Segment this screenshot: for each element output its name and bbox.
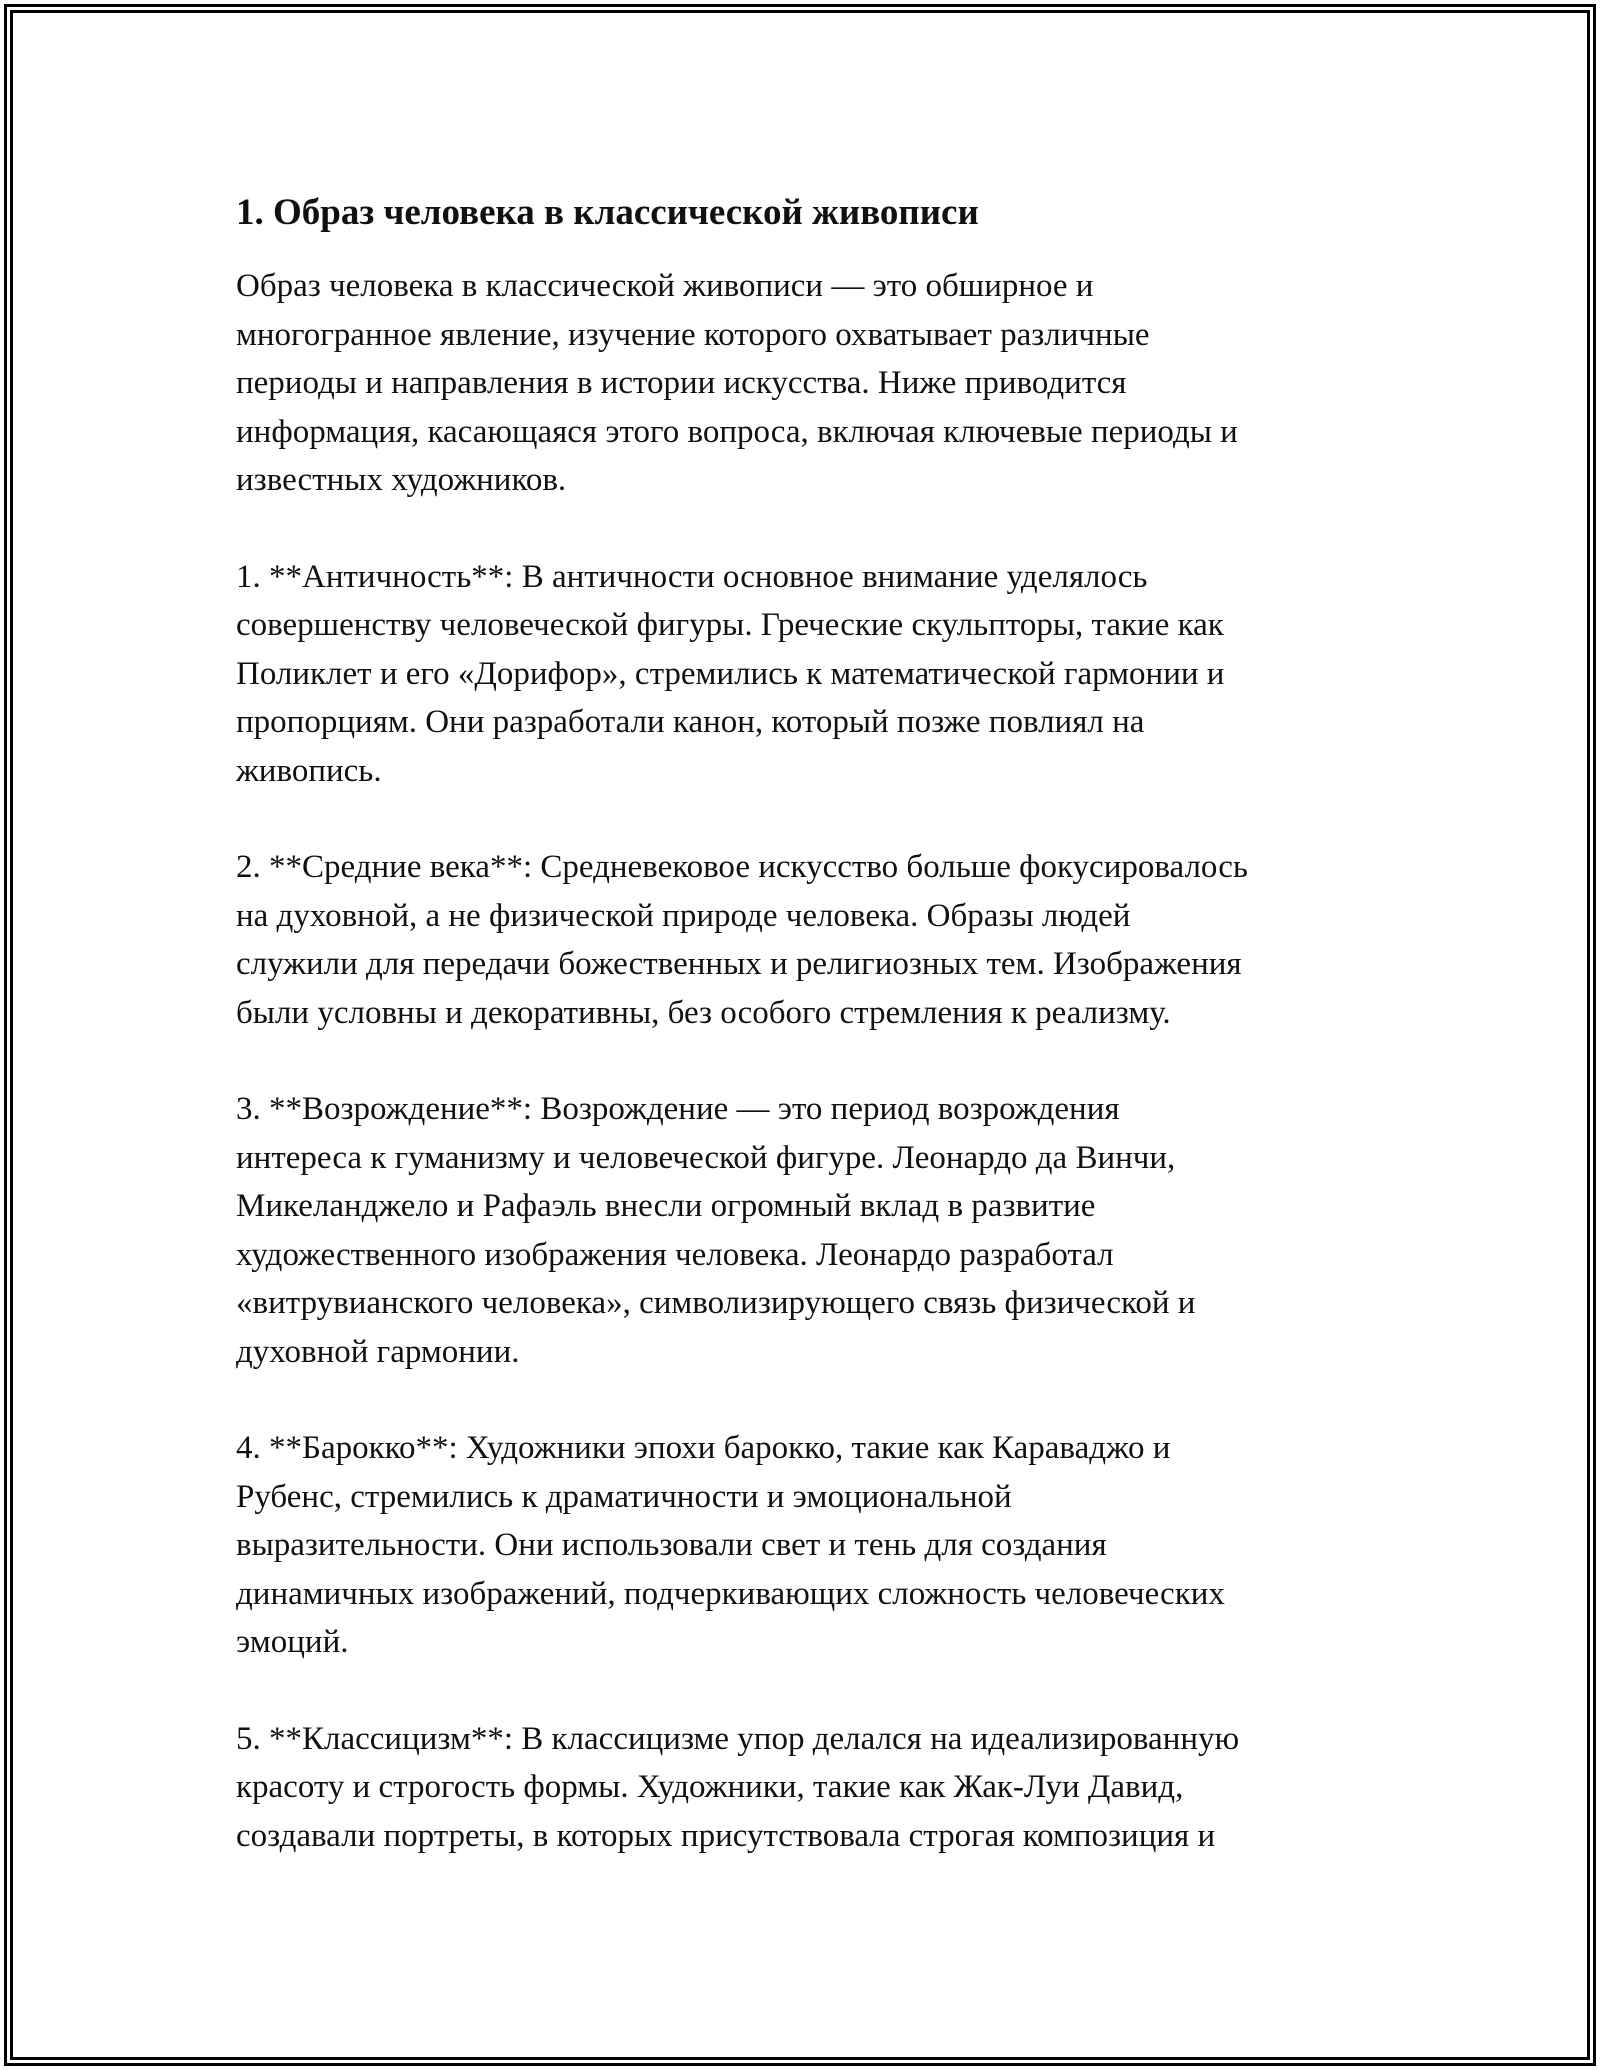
text-line: 1. **Античность**: В античности основное внимание уделялось <box>236 558 1148 595</box>
text-line: «витрувианского человека», символизирующего связь физической и <box>236 1285 1196 1321</box>
text-line: 4. **Барокко**: Художники эпохи барокко, такие как Караваджо и <box>236 1430 1171 1466</box>
text-line: 5. **Классицизм**: В классицизме упор делался на идеализированную <box>236 1720 1240 1757</box>
text-line: на духовной, а не физической природе человека. Образы людей <box>236 897 1131 934</box>
text-line: пропорциям. Они разработали канон, который позже повлиял на <box>236 704 1145 740</box>
text-line: служили для передачи божественных и религиозных тем. Изображения <box>236 946 1242 982</box>
paragraph-middle-ages <box>236 843 1386 1037</box>
text-line: художественного изображения человека. Леонардо разработал <box>236 1236 1114 1273</box>
paragraph-antiquity <box>236 553 1386 796</box>
text-line: духовной гармонии. <box>236 1333 520 1370</box>
document-body <box>236 190 1386 1908</box>
text-line: Микеланджело и Рафаэль внесли огромный вклад в развитие <box>236 1188 1096 1224</box>
text-line: Рубенс, стремились к драматичности и эмоциональной <box>236 1478 1012 1515</box>
text-line: 2. **Средние века**: Средневековое искусство больше фокусировалось <box>236 849 1248 885</box>
paragraph-baroque <box>236 1424 1386 1667</box>
text-line: 3. **Возрождение**: Возрождение — это период возрождения <box>236 1091 1120 1127</box>
text-line: выразительности. Они использовали свет и тень для создания <box>236 1527 1107 1563</box>
text-line: эмоций. <box>236 1624 349 1660</box>
document-title: 1. Образ человека в классической живописи <box>236 192 979 233</box>
intro-paragraph <box>236 262 1386 505</box>
text-line: интереса к гуманизму и человеческой фигуре. Леонардо да Винчи, <box>236 1139 1176 1176</box>
text-line: живопись. <box>236 752 382 789</box>
text-line: Поликлет и его «Дорифор», стремились к математической гармонии и <box>236 655 1225 692</box>
paragraph-renaissance <box>236 1085 1386 1376</box>
text-line: красоту и строгость формы. Художники, такие как Жак-Луи Давид, <box>236 1769 1184 1805</box>
text-line: информация, касающаяся этого вопроса, включая ключевые периоды и <box>236 413 1238 450</box>
text-line: создавали портреты, в которых присутствовала строгая композиция и <box>236 1817 1216 1854</box>
text-line: динамичных изображений, подчеркивающих сложность человеческих <box>236 1575 1225 1612</box>
text-line: многогранное явление, изучение которого охватывает различные <box>236 316 1150 353</box>
text-line: периоды и направления в истории искусства. Ниже приводится <box>236 365 1127 401</box>
text-line: известных художников. <box>236 462 567 498</box>
text-line: Образ человека в классической живописи — это обширное и <box>236 268 1094 304</box>
paragraph-classicism <box>236 1715 1386 1861</box>
text-line: были условны и декоративны, без особого стремления к реализму. <box>236 994 1171 1031</box>
text-line: совершенству человеческой фигуры. Греческие скульпторы, такие как <box>236 607 1224 643</box>
